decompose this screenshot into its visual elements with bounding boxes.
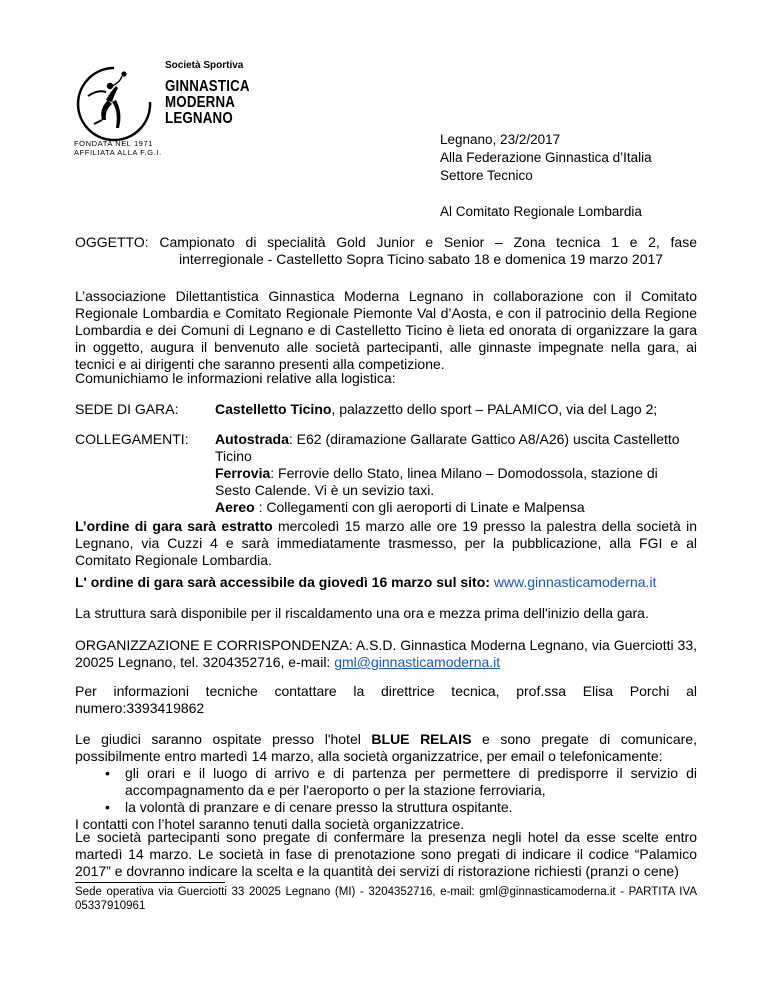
judges-paragraph [75, 731, 697, 833]
footer-text: Sede operativa via Guerciotti 33 20025 Legnano (MI) - 3204352716, e-mail: gml@ginnasticamoderna.it - PARTITA IVA 05337910961 [75, 886, 697, 912]
subject-paragraph [75, 234, 697, 268]
intro-paragraph: L’associazione Dilettantistica Ginnastica Moderna Legnano in collaborazione con il Comitato Regionale Lombardia e Comitato Regionale Piemonte Val d’Aosta, e con il patrocinio della Regione Lombardia e dei Comuni di Legnano e di Castelletto Ticino è lieta ed onorata di organizzare la gara in oggetto, augura il benvenuto alle società partecipanti, alle ginnaste impegnate nella gara, ai tecnici e ai dirigenti che saranno presenti alla competizione. [75, 288, 697, 372]
airport-line [215, 499, 697, 516]
logo-societa-label: Società Sportiva [165, 60, 244, 71]
list-item [75, 799, 697, 816]
draw-paragraph [75, 518, 697, 569]
venue-place: Castelletto Ticino [215, 401, 332, 417]
judges-pre: Le giudici saranno ospitate presso l'hotel [75, 731, 372, 747]
list-item-text: gli orari e il luogo di arrivo e di partenza per permettere di predisporre il servizio di accompagnamento da e per l'aeroporto o per la stazione ferroviaria, [125, 765, 697, 798]
technical-info-number: numero:3393419862 [75, 700, 205, 716]
recipient-address-block [440, 131, 652, 221]
order-online-paragraph [75, 574, 697, 591]
order-online-bold: L' ordine di gara sarà accessibile da giovedì 16 marzo sul sito: [75, 574, 494, 590]
logo-founding-text [74, 139, 162, 157]
motorway-text: : E62 (diramazione Gallarate Gattico A8/A26) uscita Castelletto Ticino [215, 431, 680, 464]
footer-divider [75, 882, 225, 883]
motorway-line [215, 431, 697, 465]
hotel-name: BLUE RELAIS [371, 731, 472, 747]
judges-list [75, 765, 697, 816]
railway-text: : Ferrovie dello Stato, linea Milano – Domodossola, stazione di Sesto Calende. Vi è un sevizio taxi. [215, 465, 658, 498]
draw-bold: L’ordine di gara sarà estratto [75, 518, 273, 534]
bullet-icon: • [105, 799, 110, 815]
gymnast-emblem-icon [72, 62, 156, 142]
recipient-line: Alla Federazione Ginnastica d’Italia [440, 150, 652, 165]
venue-label: SEDE DI GARA: [75, 401, 179, 417]
connections-value [215, 431, 697, 516]
motorway-label: Autostrada [215, 431, 289, 447]
judges-post: e sono pregate di comunicare, possibilmente entro martedì 14 marzo, alla società organizzatrice, per email o telefonicamente: [75, 731, 697, 764]
website-link[interactable]: www.ginnasticamoderna.it [493, 574, 657, 590]
judges-intro [75, 731, 697, 765]
connections-label: COLLEGAMENTI: [75, 431, 189, 447]
airport-label: Aereo [215, 499, 255, 515]
technical-info-line: Per informazioni tecniche contattare la direttrice tecnica, prof.ssa Elisa Porchi al [75, 683, 697, 699]
recipient-line: Settore Tecnico [440, 168, 533, 183]
logistics-intro: Comunichiamo le informazioni relative alla logistica: [75, 370, 396, 386]
recipient-line: Al Comitato Regionale Lombardia [440, 204, 642, 219]
technical-info-paragraph [75, 683, 697, 717]
date-line: Legnano, 23/2/2017 [440, 132, 561, 147]
organization-paragraph [75, 637, 697, 671]
venue-value [215, 401, 697, 418]
venue-details: , palazzetto dello sport – PALAMICO, via del Lago 2; [331, 401, 658, 417]
email-link[interactable]: gml@ginnasticamoderna.it [334, 654, 501, 670]
list-item [75, 765, 697, 799]
judges-closing: I contatti con l’hotel saranno tenuti dalla società organizzatrice. [75, 816, 465, 832]
subject-line: interregionale - Castelletto Sopra Ticino sabato 18 e domenica 19 marzo 2017 [179, 251, 664, 267]
logo-club-name [165, 79, 250, 127]
bullet-icon: • [105, 765, 110, 781]
airport-text: : Collegamenti con gli aeroporti di Linate e Malpensa [254, 499, 585, 515]
club-logo [72, 57, 262, 157]
logo-affiliata: AFFILIATA ALLA F.G.I. [74, 148, 162, 157]
logo-name-line: LEGNANO [165, 110, 233, 127]
organization-text: ORGANIZZAZIONE E CORRISPONDENZA: A.S.D. Ginnastica Moderna Legnano, via Guerciotti 33, 20025 Legnano, tel. 3204352716, e-mail: [75, 637, 697, 670]
list-item-text: la volontà di pranzare e di cenare presso la struttura ospitante. [125, 799, 513, 815]
teams-paragraph: Le società partecipanti sono pregate di confermare la presenza negli hotel da esse scelte entro martedì 14 marzo. Le società in fase di prenotazione sono pregati di indicare il codice “Palamico 2017” e dovranno indicare la scelta e la quantità dei servizi di ristorazione richiesti (pranzi o cene) [75, 829, 697, 879]
logo-name-line: GINNASTICA [165, 78, 250, 95]
railway-label: Ferrovia [215, 465, 271, 481]
railway-line [215, 465, 697, 499]
draw-text: mercoledì 15 marzo alle ore 19 presso la palestra della società in Legnano, via Cuzzi 4 e sarà immediatamente trasmesso, per la pubblicazione, alla FGI e al Comitato Regionale Lombardia. [75, 518, 697, 568]
subject-line: OGGETTO: Campionato di specialità Gold Junior e Senior – Zona tecnica 1 e 2, fase [75, 234, 697, 250]
warmup-paragraph: La struttura sarà disponibile per il riscaldamento una ora e mezza prima dell'inizio della gara. [75, 605, 649, 621]
logo-fondata: FONDATA NEL 1971 [74, 139, 154, 148]
logo-name-line: MODERNA [165, 94, 236, 111]
